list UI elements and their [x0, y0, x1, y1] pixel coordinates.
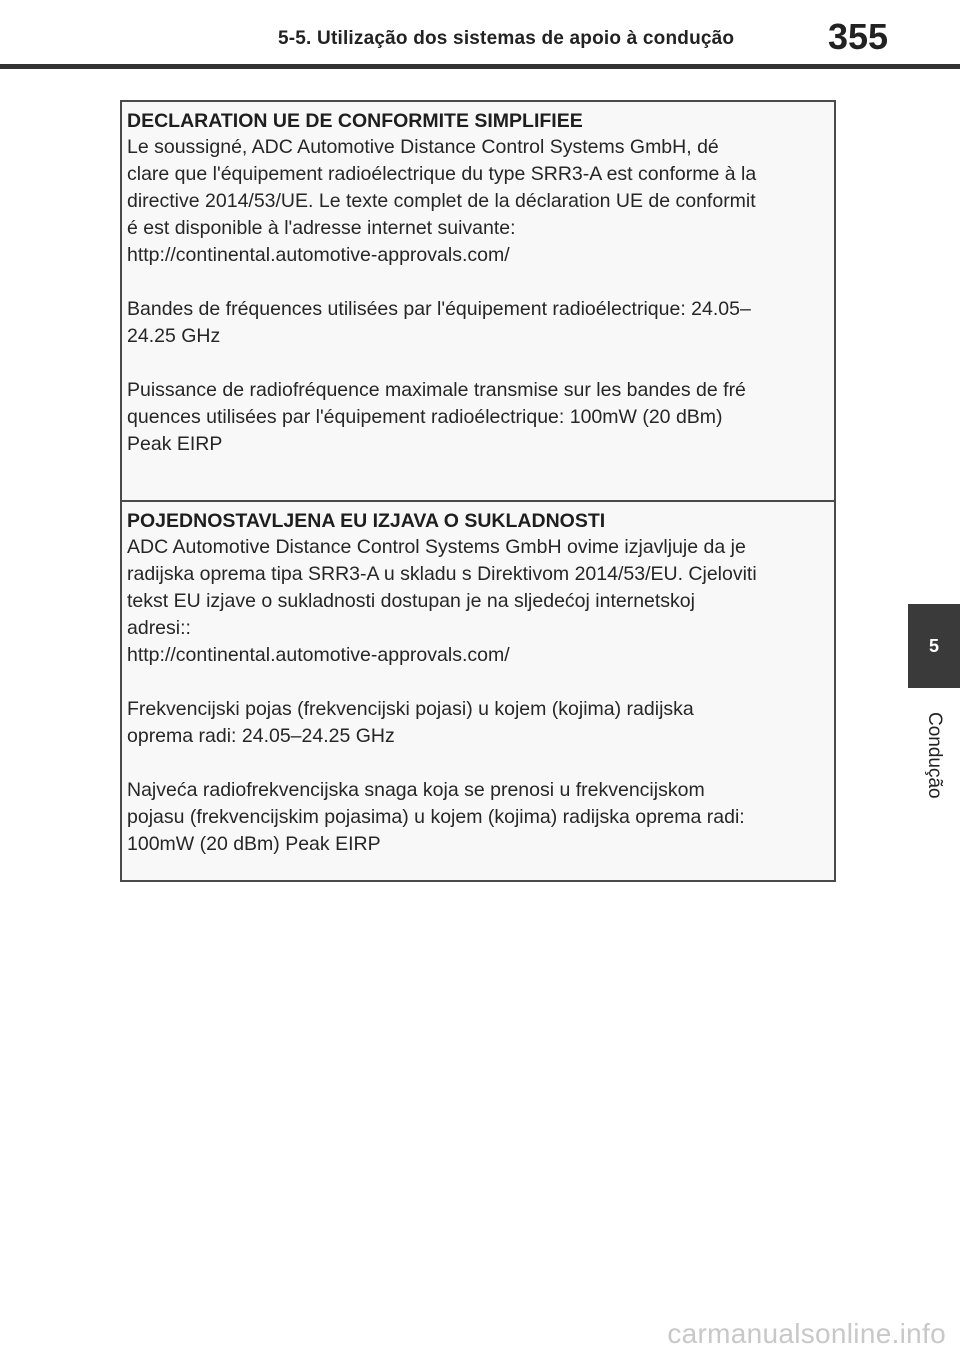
section-title: DECLARATION UE DE CONFORMITE SIMPLIFIEE — [127, 110, 583, 132]
text-line: Peak EIRP — [127, 433, 223, 455]
text-line: 100mW (20 dBm) Peak EIRP — [127, 833, 381, 855]
spacer — [127, 669, 828, 696]
chapter-tab-number: 5 — [928, 635, 939, 656]
watermark: carmanualsonline.info — [667, 1318, 946, 1349]
spacer — [127, 350, 828, 377]
chapter-tab-label: Condução — [924, 711, 945, 799]
text-line: oprema radi: 24.05–24.25 GHz — [127, 725, 395, 747]
url-text: http://continental.automotive-approvals.com/ — [127, 644, 510, 666]
text-line: 24.25 GHz — [127, 325, 221, 347]
text-line: ADC Automotive Distance Control Systems GmbH ovime izjavljuje da je — [127, 536, 746, 558]
section-title: POJEDNOSTAVLJENA EU IZJAVA O SUKLADNOSTI — [127, 510, 606, 532]
spacer — [127, 269, 828, 296]
page-header-title: 5-5. Utilização dos sistemas de apoio à condução — [278, 28, 735, 49]
text-line: Frekvencijski pojas (frekvencijski pojasi) u kojem (kojima) radijska — [127, 698, 694, 720]
text-line: é est disponible à l'adresse internet suivante: — [127, 217, 516, 239]
text-line: radijska oprema tipa SRR3-A u skladu s Direktivom 2014/53/EU. Cjeloviti — [127, 563, 757, 585]
text-line: adresi:: — [127, 617, 191, 639]
text-line: Le soussigné, ADC Automotive Distance Control Systems GmbH, dé — [127, 136, 719, 158]
section-croatian — [122, 502, 834, 880]
text-line: tekst EU izjave o sukladnosti dostupan je na sljedećoj internetskoj — [127, 590, 695, 612]
url-text: http://continental.automotive-approvals.com/ — [127, 244, 510, 266]
page-number: 355 — [828, 16, 889, 57]
text-line: Puissance de radiofréquence maximale transmise sur les bandes de fré — [127, 379, 746, 401]
text-line: directive 2014/53/UE. Le texte complet de la déclaration UE de conformit — [127, 190, 756, 212]
spacer — [127, 750, 828, 777]
section-french — [122, 102, 834, 500]
chapter-tab[interactable] — [908, 604, 960, 688]
text-line: pojasu (frekvencijskim pojasima) u kojem (kojima) radijska oprema radi: — [127, 806, 745, 828]
text-line: Najveća radiofrekvencijska snaga koja se prenosi u frekvencijskom — [127, 779, 705, 801]
header-rule — [0, 64, 960, 69]
text-line: Bandes de fréquences utilisées par l'équipement radioélectrique: 24.05– — [127, 298, 751, 320]
declaration-box — [120, 100, 836, 882]
text-line: quences utilisées par l'équipement radioélectrique: 100mW (20 dBm) — [127, 406, 723, 428]
text-line: clare que l'équipement radioélectrique du type SRR3-A est conforme à la — [127, 163, 757, 185]
